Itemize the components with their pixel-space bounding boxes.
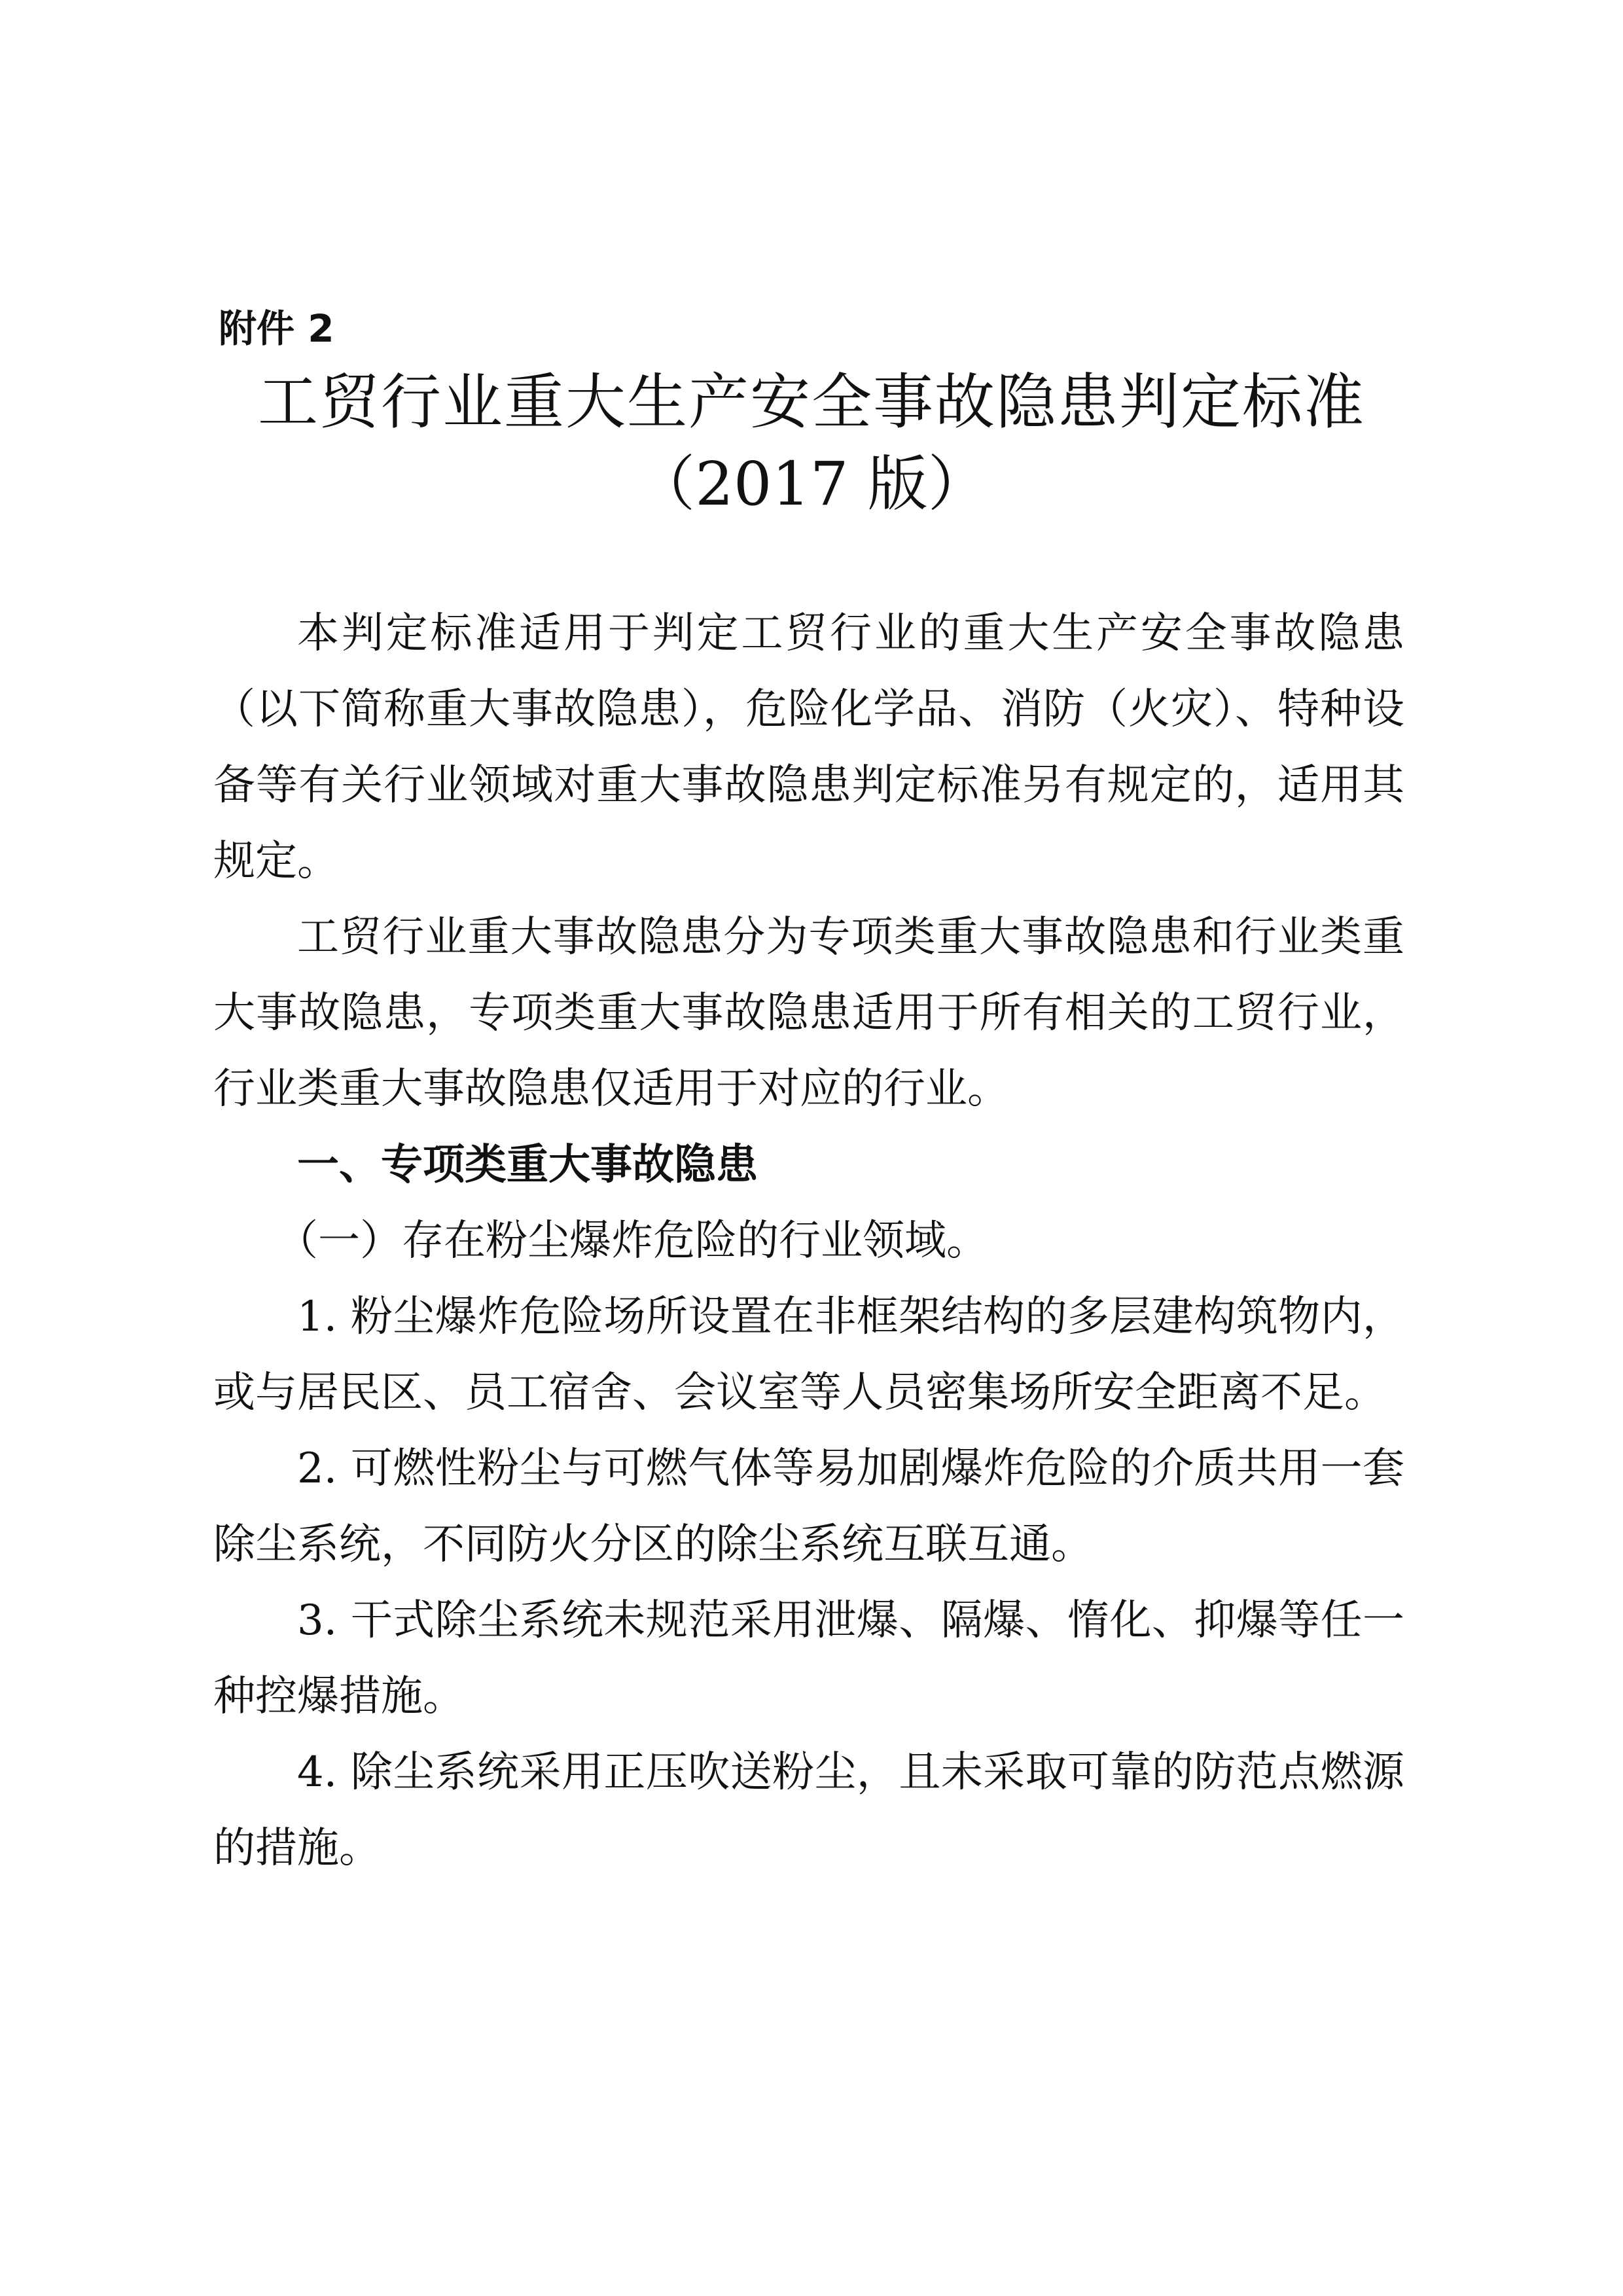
numbered-item: 2. 可燃性粉尘与可燃气体等易加剧爆炸危险的介质共用一套除尘系统，不同防火分区的除尘系统互联互通。 xyxy=(213,1444,1404,1569)
numbered-item: 1. 粉尘爆炸危险场所设置在非框架结构的多层建构筑物内，或与居民区、员工宿舍、会议室等人员密集场所安全距离不足。 xyxy=(213,1293,1404,1417)
numbered-item: 4. 除尘系统采用正压吹送粉尘，且未采取可靠的防范点燃源的措施。 xyxy=(213,1748,1404,1873)
intro-paragraph: 本判定标准适用于判定工贸行业的重大生产安全事故隐患（以下简称重大事故隐患），危险化学品、消防（火灾）、特种设备等有关行业领域对重大事故隐患判定标准另有规定的，适用其规定。 xyxy=(213,609,1404,886)
subsection-heading: （一）存在粉尘爆炸危险的行业领域。 xyxy=(276,1217,988,1265)
section-heading: 一、专项类重大事故隐患 xyxy=(297,1141,758,1189)
classification-paragraph: 工贸行业重大事故隐患分为专项类重大事故隐患和行业类重大事故隐患，专项类重大事故隐患适用于所有相关的工贸行业，行业类重大事故隐患仅适用于对应的行业。 xyxy=(213,913,1404,1113)
document-body xyxy=(213,596,1404,1886)
numbered-item: 3. 干式除尘系统未规范采用泄爆、隔爆、惰化、抑爆等任一种控爆措施。 xyxy=(213,1596,1404,1721)
attachment-label: 附件 2 xyxy=(219,306,334,351)
document-title: 工贸行业重大生产安全事故隐患判定标准 xyxy=(257,367,1365,437)
document-version: （2017 版） xyxy=(635,449,988,519)
